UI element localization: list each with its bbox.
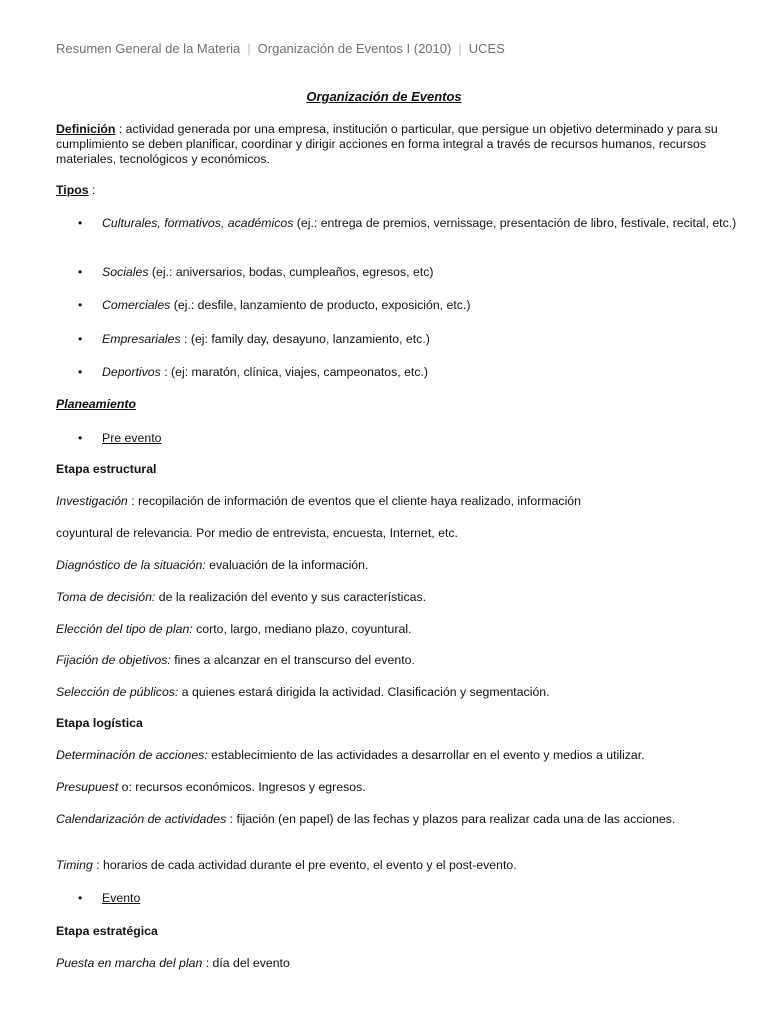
- bullet-icon: •: [78, 298, 83, 312]
- planning-label: Planeamiento: [56, 397, 136, 411]
- scheduling-term: Calendarización de actividades: [56, 812, 227, 826]
- budget-line: [56, 780, 738, 795]
- definition-paragraph: [56, 122, 738, 167]
- pre-event-item: [78, 430, 742, 446]
- timing-text: : horarios de cada actividad durante el pre evento, el evento y el post-evento.: [92, 858, 517, 872]
- bullet-icon: •: [78, 431, 83, 445]
- type-item-cultural: [78, 215, 742, 231]
- launch-line: [56, 956, 738, 971]
- type-item-business: [78, 331, 742, 347]
- event-link: Evento: [102, 891, 141, 905]
- header-subject: Organización de Eventos I (2010): [257, 41, 452, 56]
- type-text: (ej.: desfile, lanzamiento de producto, exposición, etc.): [170, 298, 471, 312]
- bullet-icon: •: [78, 265, 83, 279]
- objectives-text: fines a alcanzar en el transcurso del evento.: [170, 653, 415, 667]
- timing-line: [56, 858, 738, 873]
- type-term: Sociales: [102, 265, 149, 279]
- audience-line: [56, 685, 738, 700]
- header-separator: |: [458, 41, 462, 56]
- budget-text: o: recursos económicos. Ingresos y egresos.: [118, 780, 366, 794]
- type-text: (ej.: aniversarios, bodas, cumpleaños, egresos, etc): [148, 265, 434, 279]
- bullet-icon: •: [78, 332, 83, 346]
- document-header: [56, 41, 505, 56]
- planning-heading: [56, 397, 738, 412]
- actions-term: Determinación de acciones:: [56, 748, 208, 762]
- research-line: [56, 494, 738, 509]
- diagnosis-text: evaluación de la información.: [205, 558, 369, 572]
- decision-text: de la realización del evento y sus características.: [155, 590, 427, 604]
- document-title: Organización de Eventos: [306, 89, 462, 104]
- type-item-commercial: [78, 297, 742, 313]
- timing-term: Timing: [56, 858, 93, 872]
- header-institution: UCES: [468, 41, 505, 56]
- definition-label: Definición: [56, 122, 116, 136]
- objectives-line: [56, 653, 738, 668]
- type-item-social: [78, 264, 742, 280]
- plan-type-line: [56, 622, 738, 637]
- type-text: : (ej: maratón, clínica, viajes, campeonatos, etc.): [160, 365, 429, 379]
- structural-stage-heading: Etapa estructural: [56, 462, 157, 476]
- header-course-summary: Resumen General de la Materia: [56, 41, 241, 56]
- types-suffix: :: [88, 183, 96, 197]
- type-text: (ej.: entrega de premios, vernissage, presentación de libro, festivale, recital, etc.): [293, 216, 737, 230]
- scheduling-text: : fijación (en papel) de las fechas y plazos para realizar cada una de las acciones.: [226, 812, 676, 826]
- type-term: Culturales, formativos, académicos: [102, 216, 294, 230]
- type-term: Deportivos: [102, 365, 161, 379]
- scheduling-paragraph: [56, 812, 738, 827]
- type-term: Empresariales: [102, 332, 181, 346]
- types-label: Tipos: [56, 183, 89, 197]
- type-text: : (ej: family day, desayuno, lanzamiento, etc.): [180, 332, 430, 346]
- decision-term: Toma de decisión:: [56, 590, 156, 604]
- actions-text: establecimiento de las actividades a desarrollar en el evento y medios a utilizar.: [207, 748, 645, 762]
- launch-term: Puesta en marcha del plan: [56, 956, 203, 970]
- plan-type-term: Elección del tipo de plan:: [56, 622, 193, 636]
- header-separator: |: [247, 41, 251, 56]
- audience-term: Selección de públicos:: [56, 685, 179, 699]
- budget-term: Presupuest: [56, 780, 119, 794]
- strategic-stage-heading: Etapa estratégica: [56, 924, 158, 938]
- definition-text: : actividad generada por una empresa, institución o particular, que persigue un objetivo determinado y para su cumplimiento se deben planificar, coordinar y dirigir acciones en forma integral a través de recursos humanos, recursos materiales, tecnológicos y económicos.: [56, 122, 718, 166]
- launch-text: : día del evento: [202, 956, 290, 970]
- bullet-icon: •: [78, 891, 83, 905]
- plan-type-text: corto, largo, mediano plazo, coyuntural.: [192, 622, 412, 636]
- actions-line: [56, 748, 738, 763]
- objectives-term: Fijación de objetivos:: [56, 653, 171, 667]
- diagnosis-term: Diagnóstico de la situación:: [56, 558, 206, 572]
- logistics-stage-heading: Etapa logística: [56, 716, 143, 730]
- event-item: [78, 890, 742, 906]
- pre-event-link: Pre evento: [102, 431, 162, 445]
- type-term: Comerciales: [102, 298, 171, 312]
- decision-line: [56, 590, 738, 605]
- research-continuation: coyuntural de relevancia. Por medio de entrevista, encuesta, Internet, etc.: [56, 526, 458, 540]
- audience-text: a quienes estará dirigida la actividad. Clasificación y segmentación.: [178, 685, 550, 699]
- types-heading: [56, 183, 738, 198]
- research-text: : recopilación de información de eventos que el cliente haya realizado, información: [127, 494, 581, 508]
- type-item-sports: [78, 364, 742, 380]
- bullet-icon: •: [78, 365, 83, 379]
- bullet-icon: •: [78, 216, 83, 230]
- diagnosis-line: [56, 558, 738, 573]
- research-term: Investigación: [56, 494, 128, 508]
